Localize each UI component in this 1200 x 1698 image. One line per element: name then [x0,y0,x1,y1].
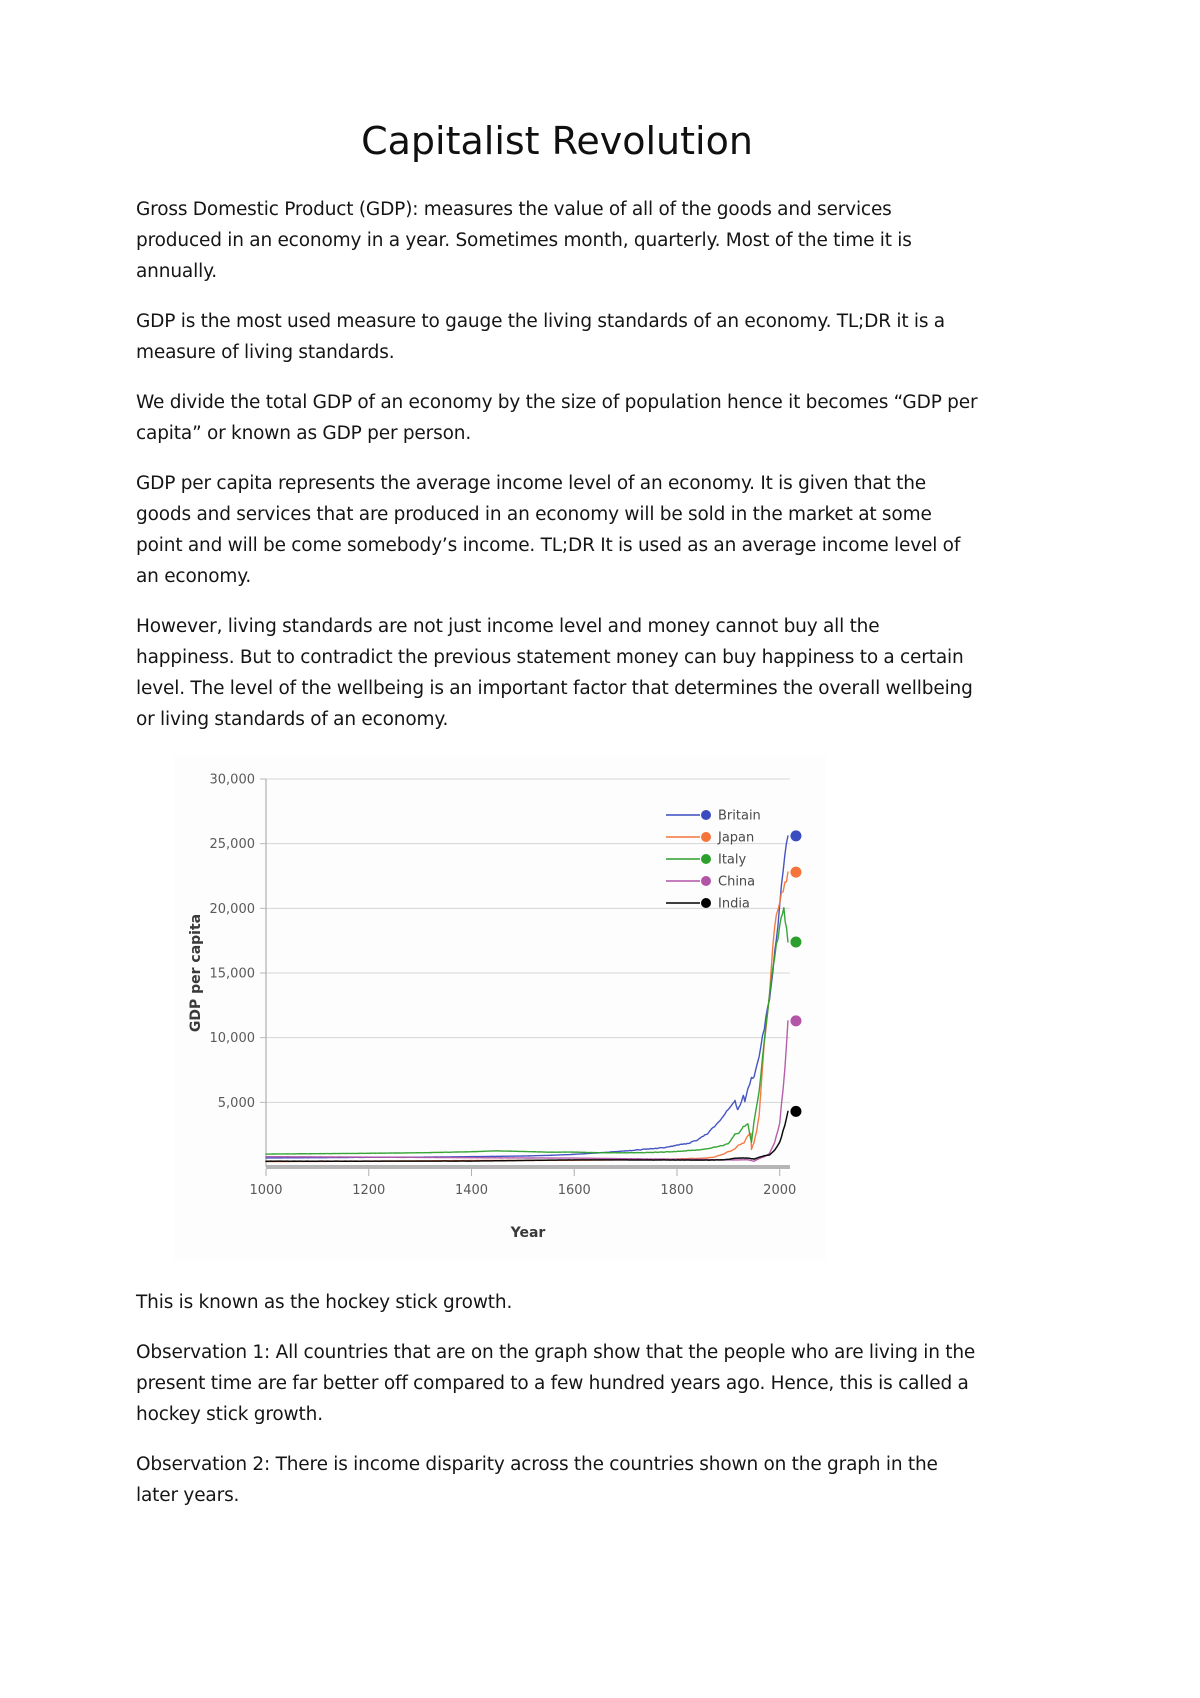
document-content [136,118,978,1530]
series-endpoint-britain [790,830,801,841]
series-endpoint-china [790,1015,801,1026]
paragraph-4: GDP per capita represents the average income level of an economy. It is given that the goods and services that are produced in an economy will be sold in the market at some point and will be come somebody’s income. TL;DR It is used as an average income level of an economy. [136,473,961,587]
ytick-label-15000: 15,000 [209,966,255,982]
series-endpoint-india [790,1106,801,1117]
gdp-line-chart [174,757,826,1259]
ytick-label-10000: 10,000 [209,1031,255,1047]
gdp-per-capita-chart-figure [136,757,978,1267]
legend-marker-japan [701,832,711,842]
series-endpoint-japan [790,867,801,878]
series-endpoint-italy [790,936,801,947]
legend-label-japan: Japan [718,830,755,846]
paragraph-5: However, living standards are not just income level and money cannot buy all the happiness. But to contradict the previous statement money can buy happiness to a certain level. The level of the wellbeing is an important factor that determines the overall wellbeing or living standards of an economy. [136,616,973,730]
legend-marker-india [701,898,711,908]
x-axis-title: Year [510,1225,546,1241]
chart-container [174,757,826,1259]
paragraph-observation-1: Observation 1: All countries that are on the graph show that the people who are living in the present time are far better off compared to a few hundred years ago. Hence, this is called a hockey stick growth. [136,1342,976,1425]
xtick-label-1400: 1400 [454,1183,489,1198]
paragraph-6: This is known as the hockey stick growth. [136,1292,513,1313]
paragraph-3: We divide the total GDP of an economy by the size of population hence it becomes “GDP per capita” or known as GDP per person. [136,392,978,444]
xtick-label-1600: 1600 [557,1183,591,1198]
xtick-label-1800: 1800 [660,1183,694,1198]
ytick-label-5000: 5,000 [217,1095,255,1111]
page-title: Capitalist Revolution [361,119,753,163]
legend-label-china: China [718,874,756,890]
ytick-label-20000: 20,000 [209,901,255,917]
legend-marker-italy [701,854,711,864]
legend-label-italy: Italy [718,852,747,868]
xtick-label-2000: 2000 [763,1183,797,1198]
paragraph-1: Gross Domestic Product (GDP): measures the value of all of the goods and services produced in an economy in a year. Sometimes month, quarterly. Most of the time it is annually. [136,199,912,282]
xtick-label-1200: 1200 [352,1183,386,1198]
paragraph-2: GDP is the most used measure to gauge the living standards of an economy. TL;DR it is a measure of living standards. [136,311,945,363]
xtick-label-1000: 1000 [249,1183,283,1198]
ytick-label-30000: 30,000 [209,772,255,788]
y-axis-title: GDP per capita [188,913,204,1033]
legend-marker-britain [701,810,711,820]
paragraph-observation-2: Observation 2: There is income disparity across the countries shown on the graph in the later years. [136,1454,938,1506]
ytick-label-25000: 25,000 [209,837,255,853]
legend-marker-china [701,876,711,886]
legend-label-india: India [718,896,750,912]
legend-label-britain: Britain [718,808,761,824]
